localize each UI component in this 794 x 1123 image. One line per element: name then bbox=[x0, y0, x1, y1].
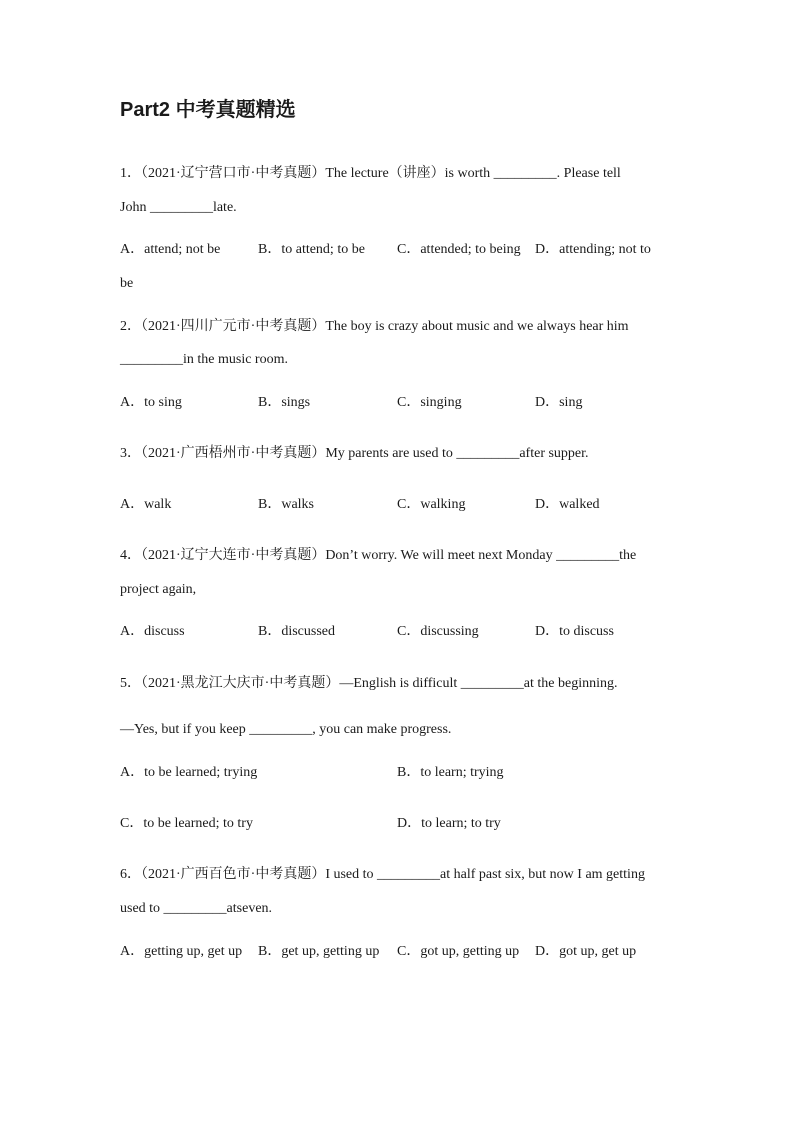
question-1-option-wrap: be bbox=[120, 276, 134, 291]
question-6-option-b: B．get up, getting up bbox=[258, 944, 380, 959]
question-1-option-c: C．attended; to being bbox=[397, 242, 521, 257]
question-4-line-2: project again, bbox=[120, 582, 197, 597]
question-4-option-b: B．discussed bbox=[258, 624, 335, 639]
question-1-option-d: D．attending; not to bbox=[535, 242, 651, 257]
question-3-option-a: A．walk bbox=[120, 497, 172, 512]
question-5-option-a: A．to be learned; trying bbox=[120, 765, 258, 780]
question-2-line-1: 2．（2021·四川广元市·中考真题）The boy is crazy about music and we always hear him bbox=[120, 319, 629, 334]
question-2-option-c: C．singing bbox=[397, 395, 462, 410]
question-6-option-a: A．getting up, get up bbox=[120, 944, 243, 959]
question-5-line-2: —Yes, but if you keep _________, you can make progress. bbox=[120, 722, 452, 737]
question-2-line-2: _________in the music room. bbox=[120, 352, 288, 367]
question-2-option-b: B．sings bbox=[258, 395, 311, 410]
question-3-option-d: D．walked bbox=[535, 497, 600, 512]
question-5-option-d: D．to learn; to try bbox=[397, 816, 501, 831]
question-2-option-a: A．to sing bbox=[120, 395, 182, 410]
question-4-option-d: D．to discuss bbox=[535, 624, 614, 639]
page-title: Part2 中考真题精选 bbox=[120, 99, 296, 121]
question-5-line-1: 5．（2021·黑龙江大庆市·中考真题）—English is difficult _________at the beginning. bbox=[120, 676, 618, 691]
question-6-line-2: used to _________atseven. bbox=[120, 901, 273, 916]
question-4-option-a: A．discuss bbox=[120, 624, 185, 639]
question-5-option-c: C．to be learned; to try bbox=[120, 816, 253, 831]
question-1-line-1: 1．（2021·辽宁营口市·中考真题）The lecture（讲座）is worth _________. Please tell bbox=[120, 166, 621, 181]
question-6-option-c: C．got up, getting up bbox=[397, 944, 520, 959]
question-2-option-d: D．sing bbox=[535, 395, 583, 410]
question-1-line-2: John _________late. bbox=[120, 200, 237, 215]
question-6-line-1: 6．（2021·广西百色市·中考真题）I used to _________at half past six, but now I am getting bbox=[120, 867, 645, 882]
question-6-option-d: D．got up, get up bbox=[535, 944, 637, 959]
question-1-option-b: B．to attend; to be bbox=[258, 242, 365, 257]
question-3-line-1: 3．（2021·广西梧州市·中考真题）My parents are used to _________after supper. bbox=[120, 446, 589, 461]
question-3-option-c: C．walking bbox=[397, 497, 466, 512]
question-4-line-1: 4．（2021·辽宁大连市·中考真题）Don’t worry. We will meet next Monday _________the bbox=[120, 548, 637, 563]
question-5-option-b: B．to learn; trying bbox=[397, 765, 504, 780]
question-1-option-a: A．attend; not be bbox=[120, 242, 221, 257]
question-4-option-c: C．discussing bbox=[397, 624, 479, 639]
question-3-option-b: B．walks bbox=[258, 497, 314, 512]
